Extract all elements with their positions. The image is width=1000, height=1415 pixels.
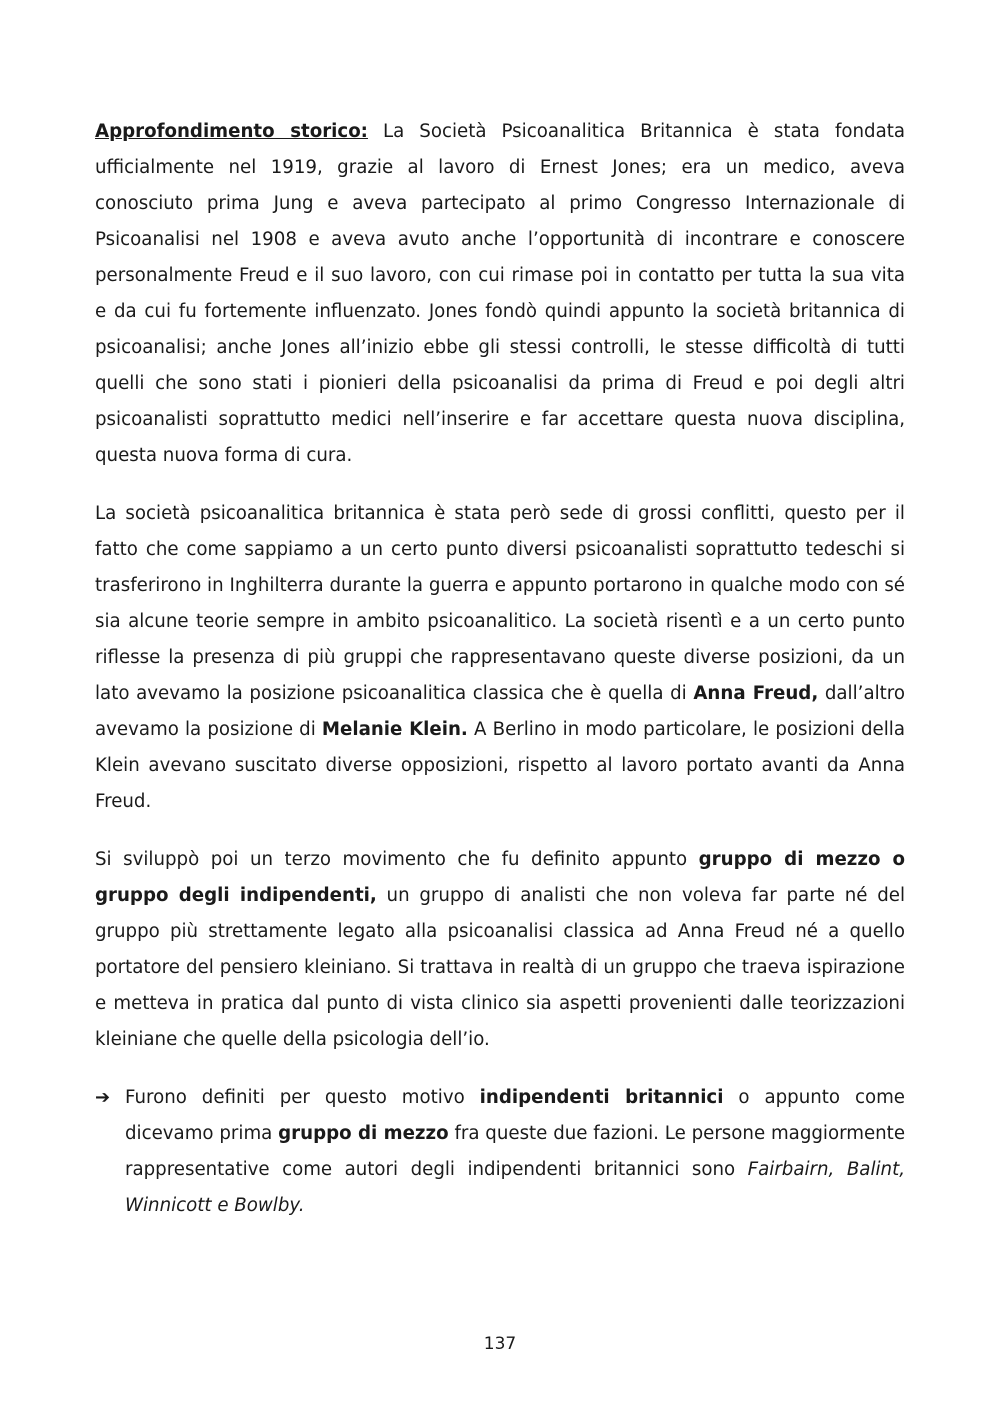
paragraph-text: o appunto come dicevamo prima bbox=[125, 1087, 905, 1144]
bullet-text bbox=[125, 1080, 905, 1224]
paragraph-conflicts bbox=[95, 496, 905, 820]
document-body bbox=[95, 114, 905, 1224]
bold-melanie-klein: Melanie Klein. bbox=[321, 719, 468, 740]
paragraph-text: A Berlino in modo particolare, le posizioni della Klein avevano suscitato diverse opposizioni, rispetto al lavoro portato avanti da Anna Freud. bbox=[95, 719, 905, 812]
bold-middle-group: gruppo di mezzo o gruppo degli indipendenti, bbox=[95, 849, 905, 906]
paragraph-text: fra queste due fazioni. Le persone maggiormente rappresentative come autori degli indipendenti britannici sono bbox=[125, 1123, 906, 1180]
bold-british-independents: indipendenti britannici bbox=[479, 1087, 724, 1108]
bold-anna-freud: Anna Freud, bbox=[693, 683, 819, 704]
paragraph-text: La Società Psicoanalitica Britannica è stata fondata ufficialmente nel 1919, grazie al lavoro di Ernest Jones; era un medico, aveva conosciuto prima Jung e aveva partecipato al primo Congresso Internazionale di Psicoanalisi nel 1908 e aveva avuto anche l’opportunità di incontrare e conoscere personalmente Freud e il suo lavoro, con cui rimase poi in contatto per tutta la sua vita e da cui fu fortemente influenzato. Jones fondò quindi appunto la società britannica di psicoanalisi; anche Jones all’inizio ebbe gli stessi controlli, le stesse difficoltà di tutti quelli che sono stati i pionieri della psicoanalisi da prima di Freud e poi degli altri psicoanalisti soprattutto medici nell’inserire e far accettare questa nuova disciplina, questa nuova forma di cura. bbox=[95, 121, 905, 466]
paragraph-text: Si sviluppò poi un terzo movimento che fu definito appunto bbox=[95, 849, 699, 870]
bullet-item bbox=[95, 1080, 905, 1224]
paragraph-historical-insight bbox=[95, 114, 905, 474]
paragraph-text: Furono definiti per questo motivo bbox=[125, 1087, 480, 1108]
paragraph-middle-group bbox=[95, 842, 905, 1058]
paragraph-text: La società psicoanalitica britannica è stata però sede di grossi conflitti, questo per il fatto che come sappiamo a un certo punto diversi psicoanalisti soprattutto tedeschi si trasferirono in Inghilterra durante la guerra e appunto portarono in qualche modo con sé sia alcune teorie sempre in ambito psicoanalitico. La società risentì e a un certo punto riflesse la presenza di più gruppi che rappresentavano queste diverse posizioni, da un lato avevamo la posizione psicoanalitica classica che è quella di bbox=[95, 503, 905, 704]
arrow-right-icon: ➔ bbox=[95, 1087, 111, 1108]
italic-authors: Fairbairn, Balint, Winnicott e Bowlby. bbox=[125, 1159, 905, 1216]
bold-middle-group-2: gruppo di mezzo bbox=[278, 1123, 449, 1144]
paragraph-text: dall’altro avevamo la posizione di bbox=[95, 683, 905, 740]
page-number: 137 bbox=[483, 1334, 517, 1354]
section-heading: Approfondimento storico: bbox=[95, 121, 368, 142]
paragraph-text: un gruppo di analisti che non voleva far parte né del gruppo più strettamente legato alla psicoanalisi classica ad Anna Freud né a quello portatore del pensiero kleiniano. Si trattava in realtà di un gruppo che traeva ispirazione e metteva in pratica dal punto di vista clinico sia aspetti provenienti dalle teorizzazioni kleiniane che quelle della psicologia dell’io. bbox=[95, 885, 905, 1050]
